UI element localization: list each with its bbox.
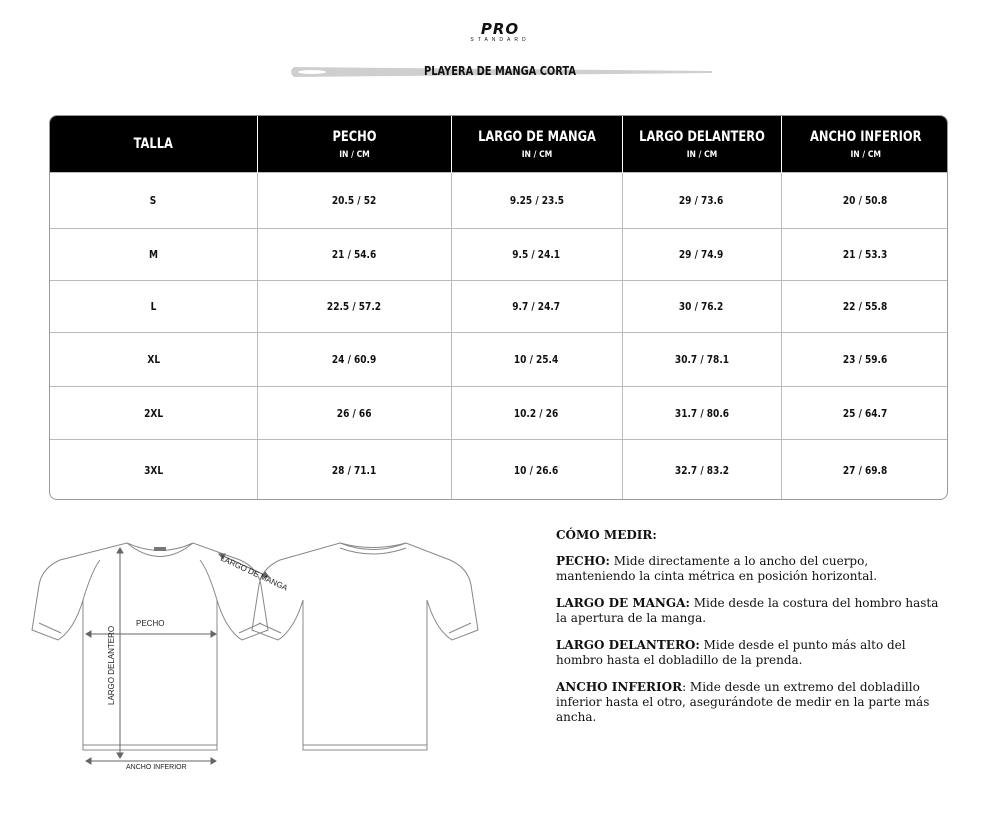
page-subtitle: PLAYERA DE MANGA CORTA <box>424 64 576 78</box>
header-talla: TALLA <box>50 116 257 173</box>
cell-value: 9.25 / 23.5 <box>451 173 622 229</box>
size-table <box>49 115 948 500</box>
table-row <box>50 440 948 501</box>
measure-instructions <box>556 528 946 737</box>
tshirt-diagram <box>30 530 500 780</box>
header-largo-delantero: LARGO DELANTERO IN / CM <box>622 116 781 173</box>
table-row <box>50 333 948 387</box>
label-largo-manga: LARGO DE MANGA <box>219 553 290 593</box>
cell-size: L <box>50 281 257 333</box>
table-row <box>50 173 948 229</box>
label-largo-delantero: LARGO DELANTERO <box>107 625 116 705</box>
header-pecho: PECHO IN / CM <box>257 116 451 173</box>
cell-value: 30.7 / 78.1 <box>622 333 781 387</box>
cell-value: 10 / 25.4 <box>451 333 622 387</box>
header-ancho-inferior: ANCHO INFERIOR IN / CM <box>781 116 948 173</box>
cell-size: 3XL <box>50 440 257 501</box>
cell-value: 31.7 / 80.6 <box>622 387 781 440</box>
tshirt-front-icon <box>32 543 268 750</box>
instruction-largo-manga: LARGO DE MANGA: Mide desde la costura del hombro hasta la apertura de la manga. <box>556 596 939 625</box>
logo-subtext: STANDARD <box>470 37 530 43</box>
table-header-row <box>50 116 948 173</box>
brand-logo <box>460 22 540 44</box>
cell-value: 22 / 55.8 <box>781 281 948 333</box>
cell-value: 21 / 54.6 <box>257 229 451 281</box>
header-largo-manga: LARGO DE MANGA IN / CM <box>451 116 622 173</box>
cell-value: 24 / 60.9 <box>257 333 451 387</box>
label-ancho-inferior: ANCHO INFERIOR <box>126 764 187 771</box>
cell-value: 25 / 64.7 <box>781 387 948 440</box>
cell-value: 30 / 76.2 <box>622 281 781 333</box>
cell-size: 2XL <box>50 387 257 440</box>
cell-value: 29 / 73.6 <box>622 173 781 229</box>
cell-value: 20 / 50.8 <box>781 173 948 229</box>
cell-value: 28 / 71.1 <box>257 440 451 501</box>
cell-value: 26 / 66 <box>257 387 451 440</box>
table-row <box>50 281 948 333</box>
instructions-title: CÓMO MEDIR: <box>556 528 657 542</box>
cell-value: 21 / 53.3 <box>781 229 948 281</box>
tshirt-back-icon <box>252 543 478 750</box>
cell-size: M <box>50 229 257 281</box>
instruction-pecho: PECHO: Mide directamente a lo ancho del cuerpo, manteniendo la cinta métrica en posición horizontal. <box>556 554 878 583</box>
cell-value: 23 / 59.6 <box>781 333 948 387</box>
cell-value: 22.5 / 57.2 <box>257 281 451 333</box>
cell-value: 29 / 74.9 <box>622 229 781 281</box>
cell-value: 20.5 / 52 <box>257 173 451 229</box>
cell-value: 27 / 69.8 <box>781 440 948 501</box>
instruction-largo-delantero: LARGO DELANTERO: Mide desde el punto más alto del hombro hasta el dobladillo de la prenda. <box>556 638 906 667</box>
table-row <box>50 387 948 440</box>
cell-value: 9.7 / 24.7 <box>451 281 622 333</box>
label-pecho: PECHO <box>136 619 165 628</box>
cell-value: 9.5 / 24.1 <box>451 229 622 281</box>
cell-value: 10 / 26.6 <box>451 440 622 501</box>
logo-text: PRO <box>480 20 520 38</box>
cell-size: XL <box>50 333 257 387</box>
cell-value: 32.7 / 83.2 <box>622 440 781 501</box>
instruction-ancho-inferior: ANCHO INFERIOR: Mide desde un extremo del dobladillo inferior hasta el otro, asegurándote de medir en la parte más ancha. <box>556 680 930 724</box>
cell-value: 10.2 / 26 <box>451 387 622 440</box>
table-row <box>50 229 948 281</box>
cell-size: S <box>50 173 257 229</box>
